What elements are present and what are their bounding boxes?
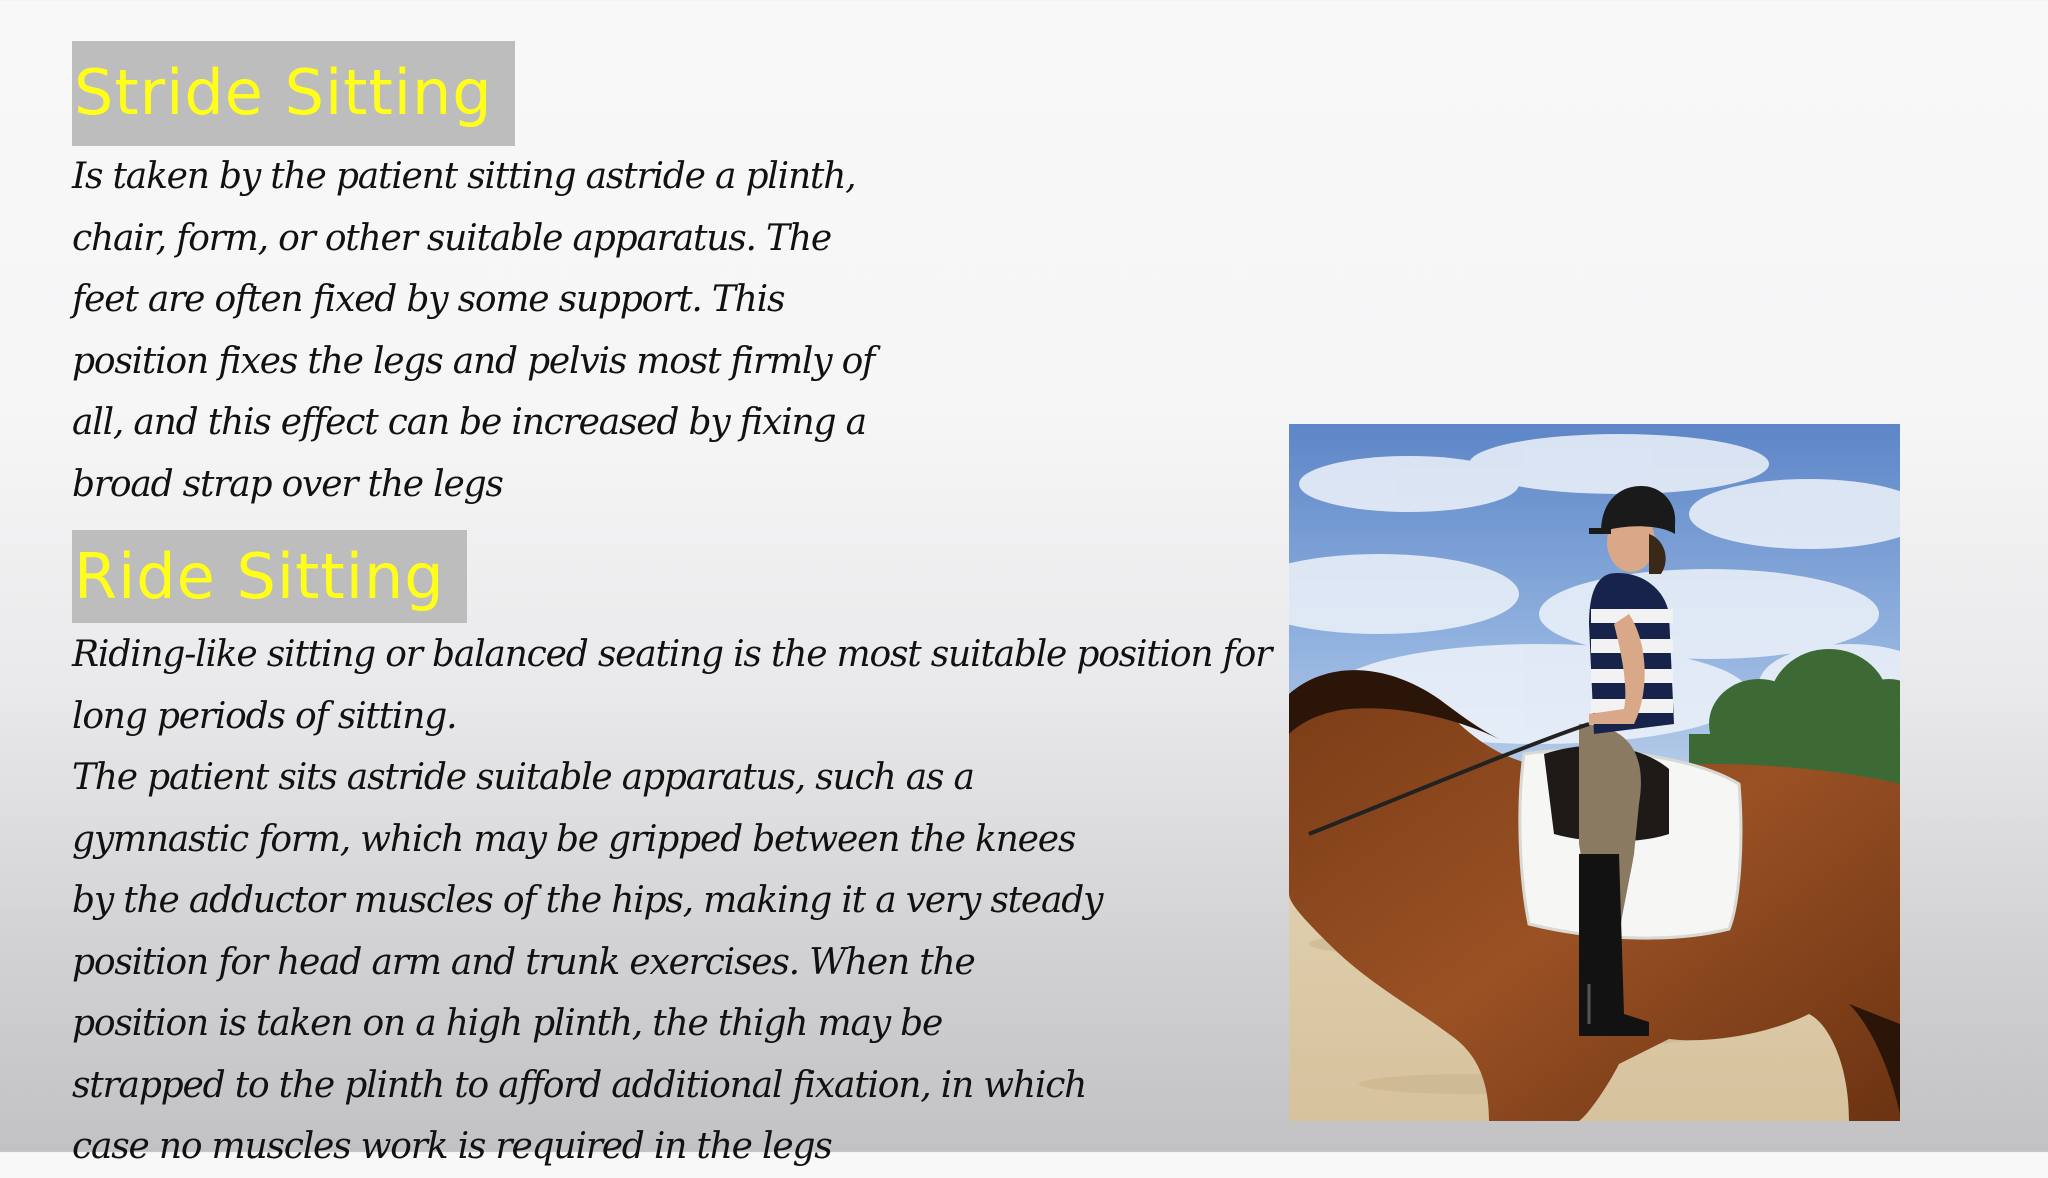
- text-line: gymnastic form, which may be gripped between the knees: [72, 818, 1076, 860]
- text-line: strapped to the plinth to afford additional fixation, in which: [72, 1064, 1087, 1106]
- ride-sitting-description: [72, 624, 1271, 1178]
- text-line: long periods of sitting.: [72, 695, 457, 737]
- rider-on-horse-photo: [1289, 424, 1900, 1121]
- text-line: position for head arm and trunk exercises. When the: [72, 941, 975, 983]
- text-line: case no muscles work is required in the legs: [72, 1126, 832, 1167]
- ride-sitting-heading: Ride Sitting: [72, 530, 467, 623]
- text-line: position fixes the legs and pelvis most firmly of: [72, 340, 875, 382]
- text-line: broad strap over the legs: [72, 463, 503, 505]
- text-line: all, and this effect can be increased by fixing a: [72, 402, 866, 443]
- text-line: Is taken by the patient sitting astride a plinth,: [72, 156, 856, 197]
- text-line: The patient sits astride suitable apparatus, such as a: [72, 757, 974, 798]
- text-line: by the adductor muscles of the hips, making it a very steady: [72, 880, 1103, 921]
- text-line: Riding-like sitting or balanced seating is the most suitable position for: [72, 634, 1272, 675]
- stride-sitting-description: [72, 146, 874, 515]
- text-line: feet are often fixed by some support. This: [72, 279, 785, 320]
- text-line: chair, form, or other suitable apparatus. The: [72, 217, 831, 259]
- stride-sitting-heading: Stride Sitting: [72, 41, 515, 146]
- text-line: position is taken on a high plinth, the thigh may be: [72, 1003, 943, 1044]
